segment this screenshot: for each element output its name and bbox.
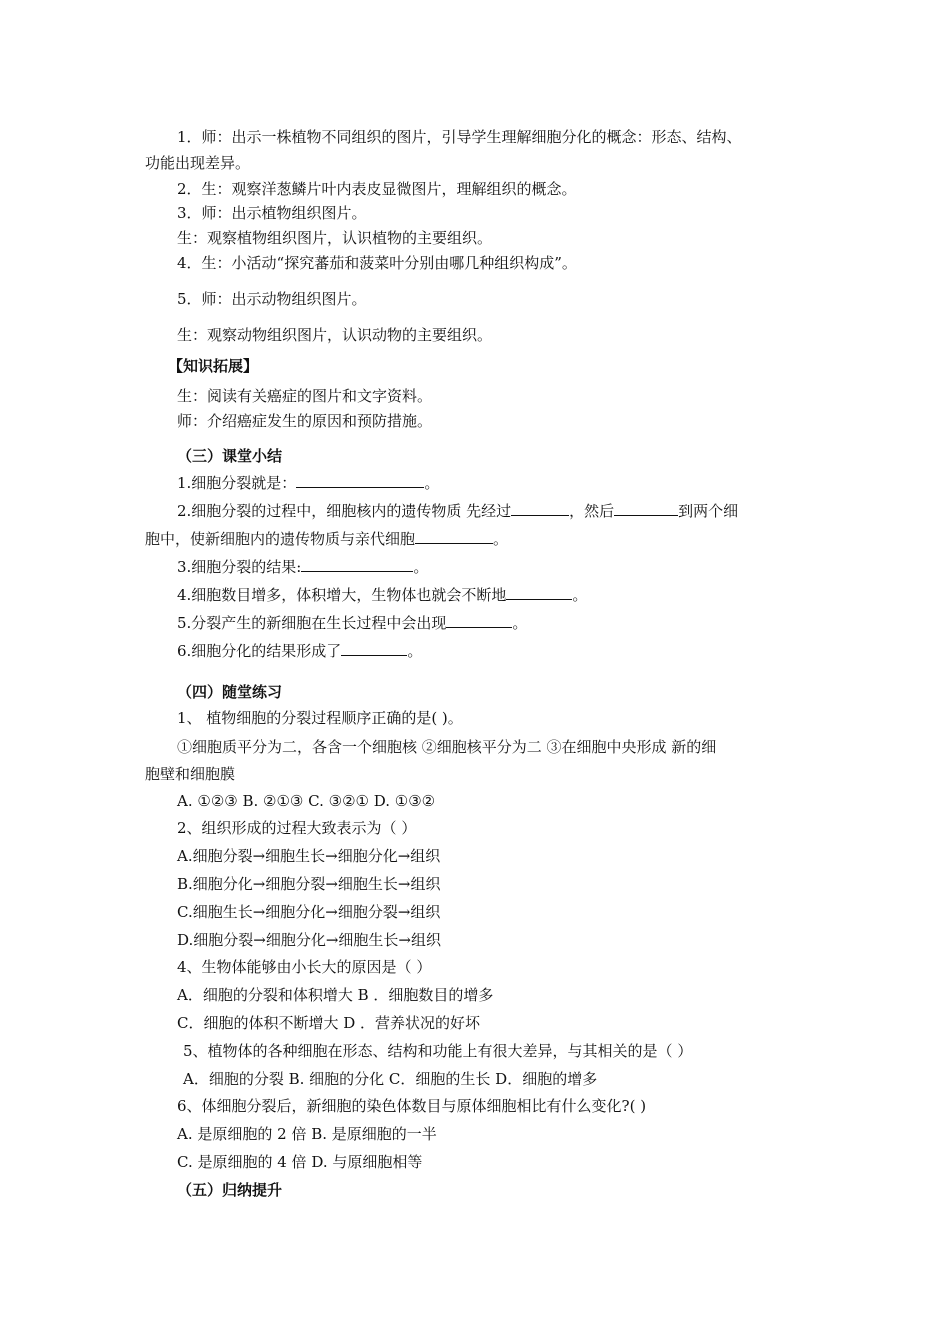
summary-heading: （三）课堂小结 bbox=[177, 447, 283, 465]
practice-q2: 2、组织形成的过程大致表示为（ ） bbox=[177, 819, 417, 837]
practice-q1-statements: ①细胞质平分为二，各含一个细胞核 ②细胞核平分为二 ③在细胞中央形成 新的细 bbox=[177, 738, 717, 756]
practice-q4-options-ab: A．细胞的分裂和体积增大 B ．细胞数目的增多 bbox=[177, 986, 494, 1004]
answer-blank bbox=[301, 557, 413, 572]
answer-blank bbox=[511, 501, 569, 516]
expand-line-2: 师：介绍癌症发生的原因和预防措施。 bbox=[177, 412, 433, 430]
practice-q2-option-c: C.细胞生长→细胞分化→细胞分裂→组织 bbox=[177, 903, 441, 921]
process-line-2: 2．生：观察洋葱鳞片叶内表皮显微图片，理解组织的概念。 bbox=[177, 180, 577, 198]
process-line-5b: 生：观察动物组织图片，认识动物的主要组织。 bbox=[177, 326, 493, 344]
practice-q2-option-d: D.细胞分裂→细胞分化→细胞生长→组织 bbox=[177, 931, 441, 949]
process-line-1a: 1．师：出示一株植物不同组织的图片，引导学生理解细胞分化的概念：形态、结构、 bbox=[177, 128, 742, 146]
summary-q3: 3.细胞分裂的结果: 。 bbox=[177, 558, 429, 576]
summary-q2-cont: 胞中，使新细胞内的遗传物质与亲代细胞 。 bbox=[145, 530, 509, 548]
summary-q4: 4.细胞数目增多，体积增大，生物体也就会不断地 。 bbox=[177, 586, 588, 604]
practice-q2-option-b: B.细胞分化→细胞分裂→细胞生长→组织 bbox=[177, 875, 441, 893]
practice-q4: 4、生物体能够由小长大的原因是（ ） bbox=[177, 958, 432, 976]
answer-blank bbox=[614, 501, 678, 516]
process-line-1b: 功能出现差异。 bbox=[145, 154, 251, 172]
answer-blank bbox=[415, 529, 493, 544]
process-line-5: 5．师：出示动物组织图片。 bbox=[177, 290, 367, 308]
practice-q1: 1、 植物细胞的分裂过程顺序正确的是( )。 bbox=[177, 709, 463, 727]
answer-blank bbox=[296, 473, 424, 488]
summary-q1: 1.细胞分裂就是： 。 bbox=[177, 474, 440, 492]
induction-heading: （五）归纳提升 bbox=[177, 1181, 283, 1199]
summary-q5: 5.分裂产生的新细胞在生长过程中会出现 。 bbox=[177, 614, 528, 632]
summary-q6: 6.细胞分化的结果形成了 。 bbox=[177, 642, 423, 660]
answer-blank bbox=[446, 613, 512, 628]
practice-q2-option-a: A.细胞分裂→细胞生长→细胞分化→组织 bbox=[177, 847, 441, 865]
expand-line-1: 生：阅读有关癌症的图片和文字资料。 bbox=[177, 387, 433, 405]
answer-blank bbox=[341, 641, 407, 656]
practice-q4-options-cd: C．细胞的体积不断增大 D ．营养状况的好坏 bbox=[177, 1014, 481, 1032]
practice-q1-statements-cont: 胞壁和细胞膜 bbox=[145, 765, 236, 783]
process-line-3b: 生：观察植物组织图片，认识植物的主要组织。 bbox=[177, 229, 493, 247]
summary-q2: 2.细胞分裂的过程中，细胞核内的遗传物质 先经过 ，然后 到两个细 bbox=[177, 502, 739, 520]
process-line-4: 4．生：小活动“探究蕃茄和菠菜叶分别由哪几种组织构成”。 bbox=[177, 254, 577, 272]
answer-blank bbox=[506, 585, 572, 600]
expand-heading: 【知识拓展】 bbox=[168, 357, 259, 375]
practice-heading: （四）随堂练习 bbox=[177, 683, 283, 701]
practice-q6-options-ab: A. 是原细胞的 2 倍 B. 是原细胞的一半 bbox=[177, 1125, 437, 1143]
practice-q6-options-cd: C. 是原细胞的 4 倍 D. 与原细胞相等 bbox=[177, 1153, 423, 1171]
process-line-3: 3．师：出示植物组织图片。 bbox=[177, 204, 367, 222]
practice-q5: 5、植物体的各种细胞在形态、结构和功能上有很大差异，与其相关的是（ ） bbox=[183, 1042, 693, 1060]
practice-q6: 6、体细胞分裂后，新细胞的染色体数目与原体细胞相比有什么变化?( ) bbox=[177, 1097, 647, 1115]
practice-q1-options: A. ①②③ B. ②①③ C. ③②① D. ①③② bbox=[177, 792, 436, 810]
practice-q5-options: A．细胞的分裂 B. 细胞的分化 C．细胞的生长 D．细胞的增多 bbox=[183, 1070, 598, 1088]
